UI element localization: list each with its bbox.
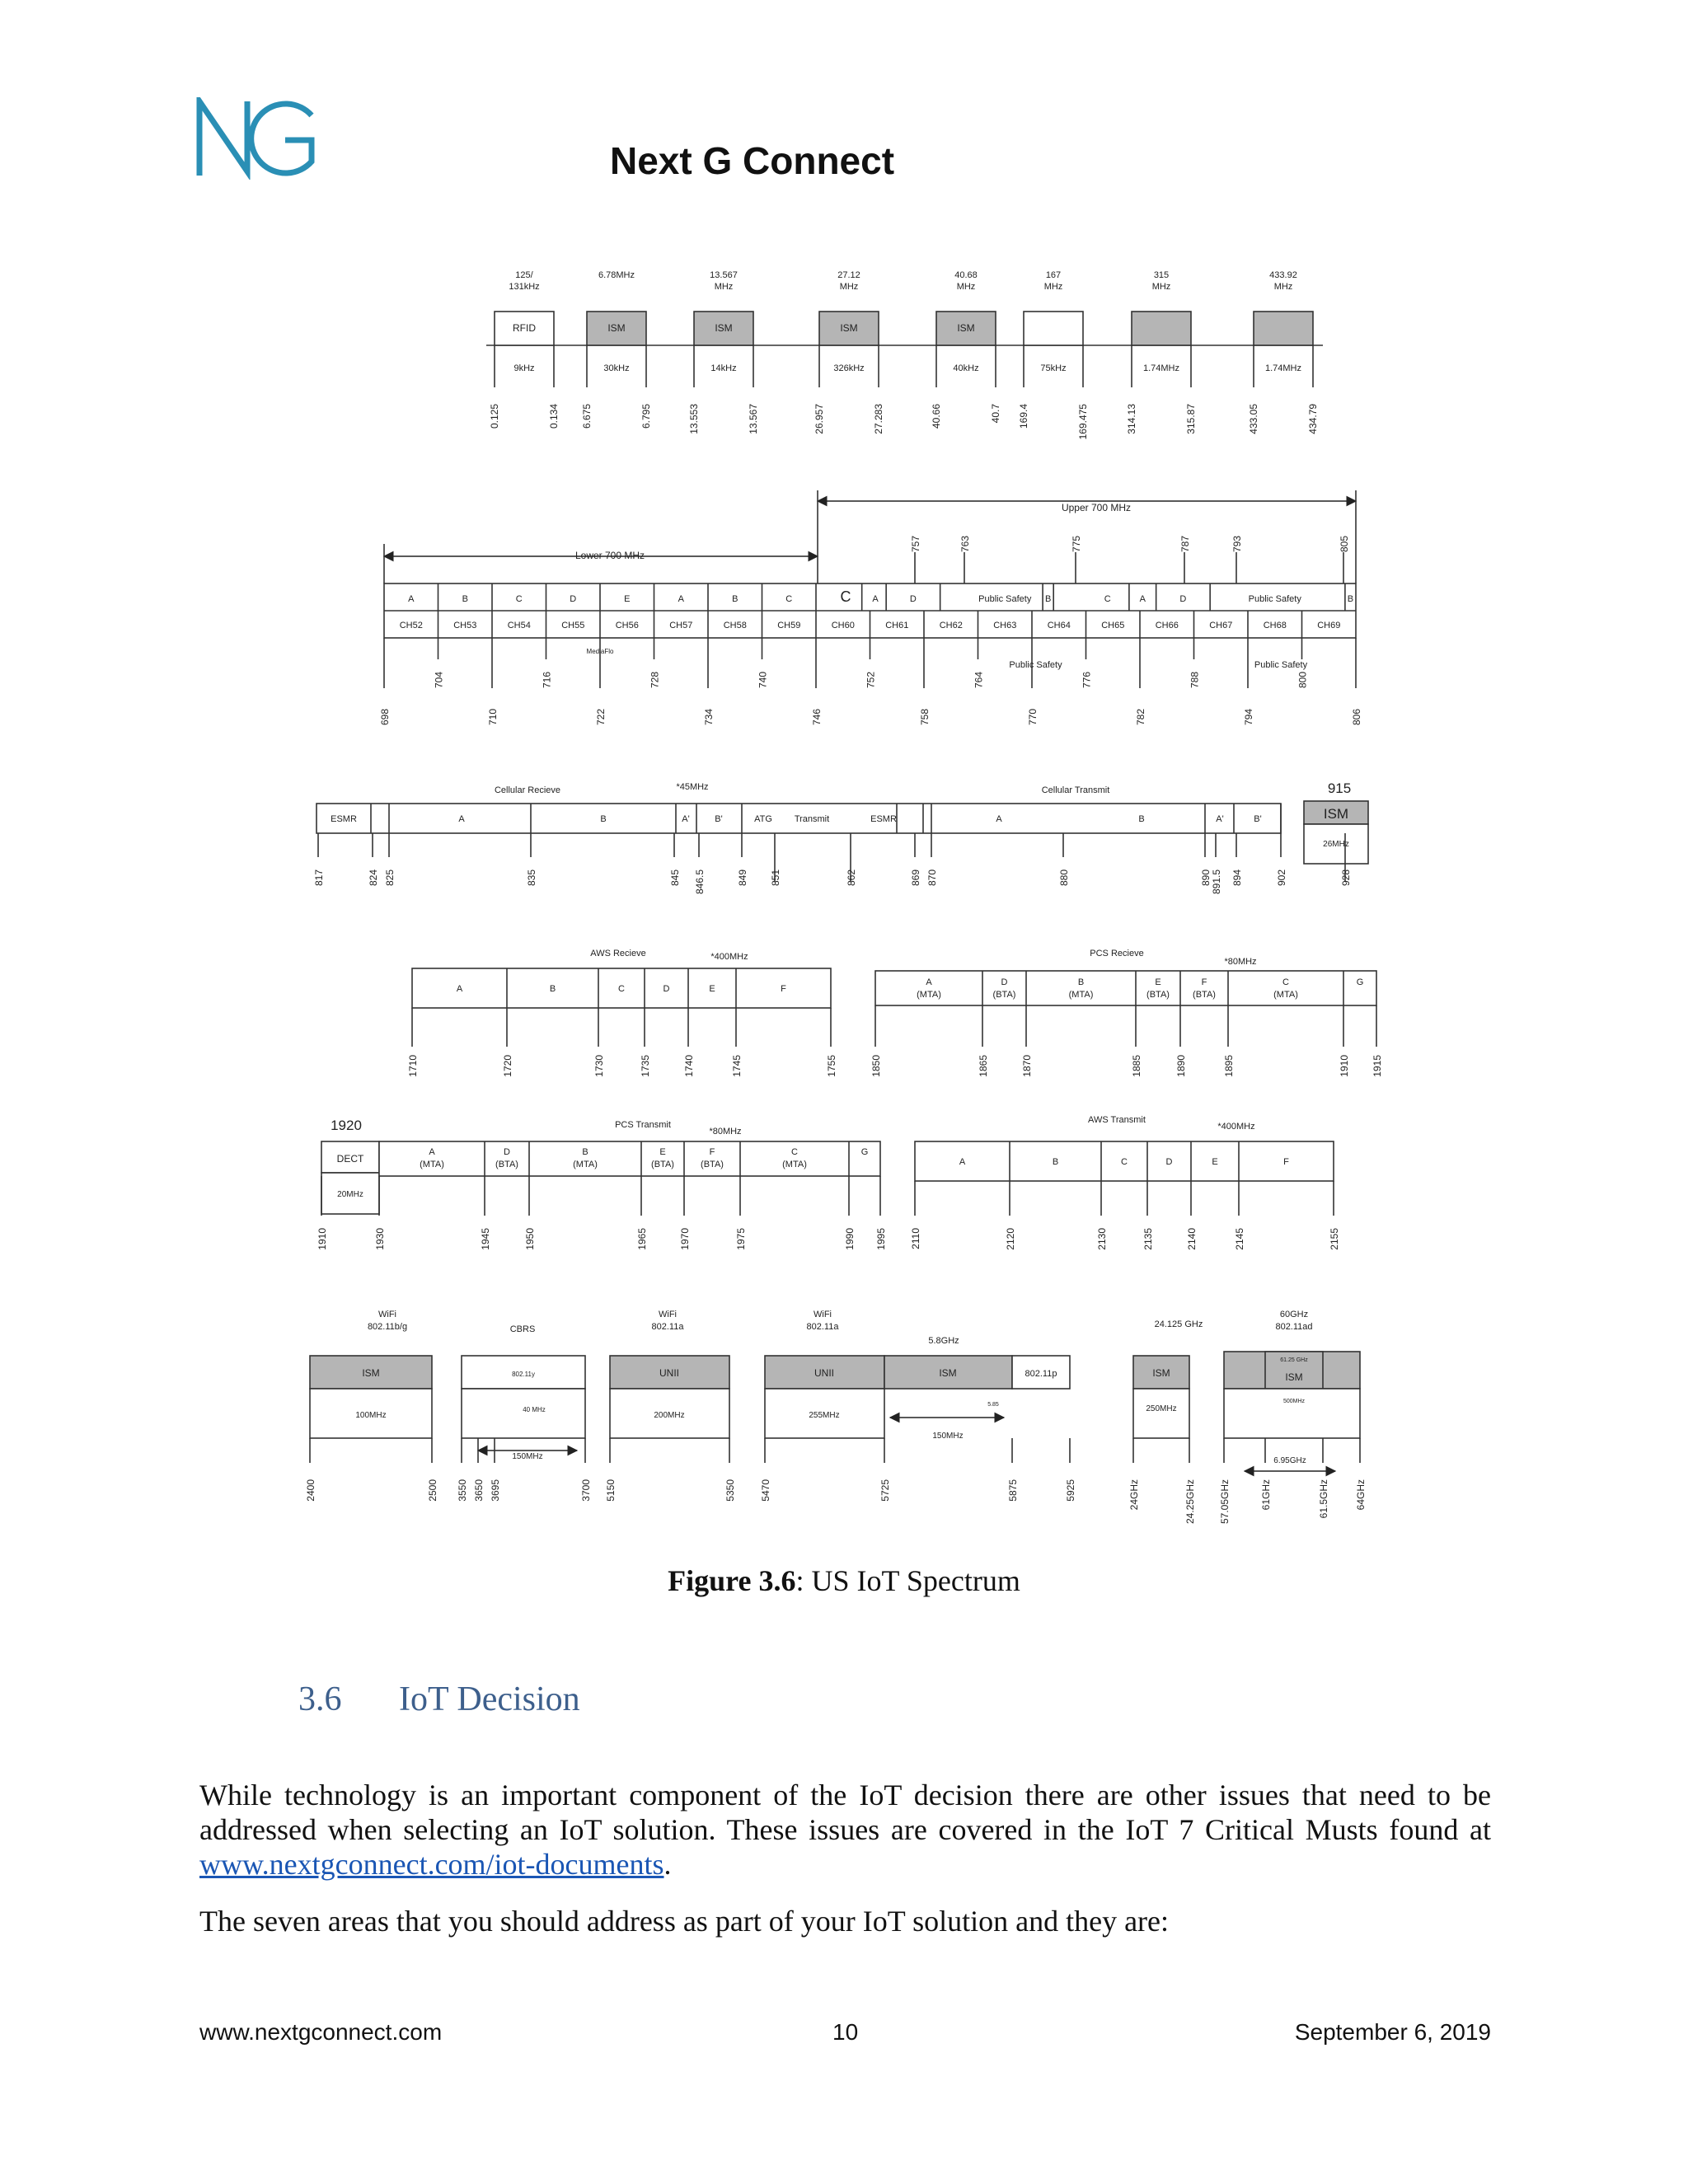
band2-tick-label: 776 [1081,672,1093,689]
band1-tick-label: 0.134 [548,404,560,429]
band1-width-label: 40kHz [953,363,979,373]
band6-tick-label: 24.25GHz [1184,1479,1196,1525]
band2-tick-label: 806 [1351,709,1362,726]
band2-tick-label: 800 [1296,672,1309,689]
band1-tick-label: 13.567 [748,404,759,434]
pcs-tx-tick-label: 1930 [374,1228,386,1250]
band1-width-label: 1.74MHz [1142,363,1180,373]
band1-box-label: RFID [513,322,536,334]
band3-tick-label: 928 [1340,869,1352,887]
band2-channel-label: CH59 [777,621,801,630]
band3-block-label: A [996,814,1002,824]
band6-tick-label: 3695 [490,1479,501,1502]
band2-channel-label: CH55 [561,621,585,630]
band1-freq-label: 433.92 MHz [1269,270,1297,292]
header-title: Next G Connect [610,139,895,182]
unii2-width: 255MHz [809,1411,840,1420]
cbrs-80211y: 802.11y [512,1371,535,1378]
pcs-rx-block-label: G [1356,977,1364,987]
band2-block-label: C [840,588,851,605]
band1-box [1132,312,1191,345]
band2-block-label: B [1044,594,1052,604]
band3-tick-label: 870 [926,869,938,887]
pcs-rx-block-label: F (BTA) [1193,977,1216,1000]
body-paragraph-1 [199,1778,1491,1882]
band2-block-label: D [570,594,577,604]
band6-tick-label: 3650 [473,1479,485,1502]
public-safety-label: Public Safety [1254,660,1308,670]
ghz60-ism-label: ISM [1285,1371,1303,1383]
pcs-transmit-label: PCS Transmit [615,1120,671,1130]
band2-tick-label: 746 [811,709,823,726]
band2-channel-label: CH54 [507,621,531,630]
pcs-tx-tick-label: 1945 [480,1228,491,1250]
aws-rx-tick-label: 1740 [683,1055,695,1077]
pcs-rx-tick-label: 1895 [1223,1055,1235,1077]
band1-freq-label: 13.567 MHz [710,270,738,292]
band1-freq-label: 167 MHz [1043,270,1063,292]
pcs-receive-delta: *80MHz [1224,957,1257,967]
band1-freq-label: 27.12 MHz [837,270,860,292]
aws-tx-tick-label: 2130 [1096,1228,1108,1250]
aws-rx-block-label: E [709,984,715,994]
wifi-bg-label: WiFi 802.11b/g [367,1310,408,1332]
aws-receive-label: AWS Recieve [590,949,646,958]
p80211p-label: 802.11p [1025,1369,1057,1379]
pcs-tx-tick-label: 1910 [316,1228,328,1250]
mediaflo-label: MediaFlo [586,648,614,655]
band3-tick-label: 824 [368,869,379,887]
ism-915-width: 26MHz [1323,840,1349,849]
band1-tick-label: 314.13 [1126,404,1137,434]
aws-tx-tick-label: 2110 [910,1228,921,1249]
pcs-tx-block-label: A (MTA) [420,1147,444,1169]
aws-rx-block-label: A [456,984,463,994]
band3-tick-label: 849 [737,869,748,887]
band6-tick-label: 5725 [879,1479,891,1502]
band6-tick-label: 61.5GHz [1318,1479,1329,1519]
pcs-rx-tick-label: 1885 [1131,1055,1142,1077]
band2-block-label: C [1104,594,1111,604]
pcs-rx-tick-label: 1870 [1021,1055,1033,1077]
band2-block-label: A [1139,594,1146,604]
band2-block-label: A [872,594,879,604]
aws-rx-tick-label: 1735 [640,1055,651,1077]
aws-rx-block-label: B [549,984,556,994]
pcs-tx-block-label: F (BTA) [701,1147,724,1169]
band6-tick-label: 24GHz [1128,1479,1140,1511]
band1-freq-label: 40.68 MHz [954,270,978,292]
pcs-rx-tick-label: 1915 [1372,1055,1383,1077]
band1-tick-label: 6.675 [581,404,593,429]
band6-tick-label: 3550 [457,1479,468,1502]
pcs-rx-block-label: D (BTA) [992,977,1016,1000]
band2-block-label: E [624,594,631,604]
band2-tick-label: 752 [865,672,877,689]
band1-box [1254,312,1313,345]
footer-page-number: 10 [832,2019,859,2045]
band1-box-label: ISM [715,322,733,334]
band2-channel-label: CH67 [1209,621,1233,630]
band2-tick-label: 722 [595,709,607,726]
band3-tick-label: 825 [384,869,396,887]
band2-channel-label: CH65 [1101,621,1125,630]
ism-915-freq: 915 [1327,780,1352,796]
aws-tx-tick-label: 2140 [1186,1228,1198,1250]
aws-tx-block-label: A [959,1157,966,1167]
cellular-receive-label: Cellular Recieve [494,785,561,795]
band2-block-label: C [515,594,523,604]
band1-box [1024,312,1083,345]
cellular-transmit-label: Cellular Transmit [1041,785,1110,795]
band3-tick-label: 890 [1200,869,1212,887]
band1-box-label: ISM [957,322,975,334]
pcs-rx-tick-label: 1890 [1175,1055,1187,1077]
ghz24-label: 24.125 GHz [1154,1319,1203,1329]
band2-tick-label: 740 [757,672,769,689]
band2-block-label: D [909,594,917,604]
band2-channel-label: CH69 [1317,621,1341,630]
figure-caption-text: : US IoT Spectrum [795,1564,1020,1597]
band6-tick-label: 2400 [305,1479,316,1502]
band2-channel-label: CH68 [1263,621,1287,630]
band1-tick-label: 13.553 [688,404,700,434]
band6-tick-label: 3700 [580,1479,592,1502]
band1-width-label: 14kHz [710,363,737,373]
band2-top-tick-label: 757 [910,536,921,553]
band1-tick-label: 169.4 [1018,404,1029,429]
upper-700-label: Upper 700 MHz [1061,502,1132,513]
pcs-rx-tick-label: 1865 [978,1055,989,1077]
band1-width-label: 75kHz [1040,363,1067,373]
aws-transmit-delta: *400MHz [1217,1122,1255,1132]
band2-block-label: A [678,594,684,604]
band2-channel-label: CH53 [453,621,477,630]
band3-block-label: A' [1216,814,1224,824]
pcs-rx-strip [875,971,1376,1005]
band2-block-label: B [732,594,738,604]
band2-top-tick-label: 805 [1339,536,1350,553]
ism58-label: ISM [939,1367,957,1379]
band3-tick-label: 894 [1231,869,1243,887]
ism-915-label: ISM [1323,806,1349,822]
band3-tick-label: 851 [770,869,781,887]
aws-rx-tick-label: 1720 [502,1055,513,1077]
band3-block-label: ESMR [331,814,357,824]
para1-end: . [663,1848,672,1881]
band1-width-label: 1.74MHz [1264,363,1302,373]
aws-tx-tick-label: 2135 [1142,1228,1154,1250]
pcs-tx-block-label: C (MTA) [782,1147,807,1169]
ghz58-label: 5.8GHz [928,1336,959,1346]
wifi-bg-width: 100MHz [355,1411,387,1420]
cbrs-label: CBRS [509,1324,536,1334]
wifi-a2-label: WiFi 802.11a [806,1310,839,1332]
band2-block-label: Public Safety [978,594,1032,604]
footer-url: www.nextgconnect.com [199,2019,443,2045]
aws-tx-block-label: F [1283,1157,1289,1167]
band1-tick-label: 315.87 [1185,404,1197,434]
pcs-tx-tick-label: 1965 [636,1228,648,1250]
band1-width-label: 30kHz [603,363,630,373]
band1-tick-label: 40.66 [931,404,942,429]
ghz60-inner-width: 500MHz [1282,1399,1306,1404]
band3-tick-label: 835 [526,869,537,887]
aws-rx-tick-label: 1730 [593,1055,605,1077]
band2-tick-label: 764 [973,672,985,689]
band2-tick-label: 704 [433,672,445,689]
pcs-tx-tick-label: 1990 [844,1228,856,1250]
ism24-label: ISM [1152,1367,1170,1379]
band3-tick-label: 862 [846,869,857,887]
band3-tick-label: 845 [669,869,681,887]
band2-channel-label: CH56 [615,621,639,630]
body-paragraph-2: The seven areas that you should address as part of your IoT solution and they are: [199,1905,1170,1938]
band1-tick-label: 434.79 [1307,404,1319,434]
band6-tick-label: 61GHz [1260,1479,1272,1511]
band2-block-label: C [785,594,793,604]
band1-box-label: ISM [607,322,626,334]
band3-tick-label: 891.5 [1211,869,1222,895]
ism24-width: 250MHz [1146,1404,1177,1413]
ghz60-lower-box [1224,1389,1360,1438]
section-heading [298,1680,580,1719]
band2-block-label: A [408,594,415,604]
band1-freq-label: 315 MHz [1151,270,1171,292]
band1-width-label: 326kHz [833,363,865,373]
aws-rx-block-label: F [781,984,786,994]
footer-date: September 6, 2019 [1294,2019,1491,2045]
band3-tick-label: 869 [910,869,921,887]
dect-freq: 1920 [331,1118,362,1133]
band2-tick-label: 734 [703,709,715,726]
band2-top-tick-label: 775 [1071,536,1082,553]
cbrs-inner-label: 40 MHz [523,1406,546,1413]
band1-tick-label: 26.957 [814,404,825,434]
section-title: IoT Decision [399,1680,580,1718]
band2-tick-label: 794 [1243,709,1254,726]
band1-tick-label: 40.7 [990,404,1001,424]
band6-tick-label: 57.05GHz [1219,1479,1231,1525]
pcs-tx-tick-label: 1950 [524,1228,536,1250]
band2-tick-label: 788 [1189,672,1201,689]
public-safety-label: Public Safety [1009,660,1062,670]
band1-box-label: ISM [840,322,858,334]
pcs-tx-tick-label: 1970 [679,1228,691,1250]
band3-tick-label: 902 [1276,869,1287,887]
band2-channel-label: CH64 [1047,621,1071,630]
band2-tick-label: 728 [649,672,661,689]
pcs-tx-tick-label: 1995 [875,1228,887,1250]
band2-tick-label: 710 [487,709,499,726]
cellular-delta-label: *45MHz [676,782,709,792]
pcs-tx-tick-label: 1975 [735,1228,747,1250]
band6-tick-label: 5875 [1007,1479,1019,1502]
pcs-rx-block-label: A (MTA) [917,977,941,1000]
aws-rx-block-label: C [618,984,625,994]
ghz60-inner-top: 61.25 GHz [1280,1357,1308,1363]
ghz60-span: 6.95GHz [1273,1456,1306,1465]
pcs-tx-block-label: D (BTA) [495,1147,518,1169]
band2-top-tick-label: 793 [1231,536,1243,553]
wifi-a1-label: WiFi 802.11a [651,1310,684,1332]
band2-channel-label: CH66 [1155,621,1179,630]
band1-width-label: 9kHz [513,363,535,373]
band2-block-label: B [1347,594,1354,604]
aws-receive-delta: *400MHz [710,952,748,962]
figure-caption-label: Figure 3.6 [668,1564,796,1597]
pcs-tx-block-label: G [860,1147,869,1157]
aws-tx-block-label: E [1212,1157,1218,1167]
band1-tick-label: 27.283 [873,404,884,434]
ghz58-span: 150MHz [932,1432,964,1441]
aws-rx-tick-label: 1745 [731,1055,743,1077]
iot-documents-link[interactable]: www.nextgconnect.com/iot-documents [199,1848,664,1881]
dect-width: 20MHz [337,1190,363,1199]
section-number: 3.6 [298,1680,342,1718]
band1-freq-label: 6.78MHz [598,270,635,280]
band2-channel-label: CH58 [723,621,747,630]
aws-tx-tick-label: 2145 [1234,1228,1245,1250]
small58-label: 5.85 [987,1402,999,1408]
ghz60-label: 60GHz 802.11ad [1275,1310,1313,1332]
band2-channel-label: CH60 [831,621,855,630]
band2-channel-label: CH61 [885,621,909,630]
aws-tx-tick-label: 2155 [1329,1228,1340,1250]
ism24-width-box [1133,1389,1189,1438]
wifi-bg-ism-label: ISM [362,1367,380,1379]
aws-tx-tick-label: 2120 [1005,1228,1016,1250]
band3-block-label: ESMR [870,814,897,824]
aws-rx-tick-label: 1710 [407,1055,419,1077]
band2-channel-label: CH57 [669,621,693,630]
band3-tick-label: 846.5 [694,869,706,895]
band2-block-label: B [462,594,468,604]
band2-tick-label: 782 [1135,709,1146,726]
para1-text: While technology is an important component of the IoT decision there are other issues that need to be addressed when selecting an IoT solution. These issues are covered in the IoT 7 Critical Musts found at [199,1779,1491,1846]
band6-tick-label: 5350 [724,1479,736,1502]
band6-tick-label: 5925 [1065,1479,1076,1502]
band3-block-label: B [600,814,607,824]
band2-channel-label: CH52 [399,621,423,630]
band3-block-label: A' [682,814,690,824]
aws-tx-block-label: C [1121,1157,1128,1167]
pcs-tx-block-label: B (MTA) [573,1147,598,1169]
band3-tick-label: 880 [1058,869,1070,887]
aws-rx-tick-label: 1755 [826,1055,837,1077]
pcs-rx-block-label: E (BTA) [1146,977,1170,1000]
band6-tick-label: 64GHz [1355,1479,1367,1511]
band1-tick-label: 433.05 [1248,404,1259,434]
band2-tick-label: 758 [919,709,931,726]
band2-block-label: D [1179,594,1187,604]
aws-tx-block-label: D [1165,1157,1173,1167]
unii1-label: UNII [659,1367,679,1379]
band3-block-label: B [1138,814,1145,824]
unii1-width: 200MHz [654,1411,685,1420]
band3-block-label: B' [1254,814,1262,824]
band1-tick-label: 169.475 [1077,404,1089,440]
band3-block-label: Transmit [794,814,830,824]
aws-transmit-label: AWS Transmit [1088,1115,1146,1125]
band2-channel-label: CH62 [939,621,963,630]
band6-tick-label: 2500 [427,1479,438,1502]
band2-top-tick-label: 763 [959,536,971,553]
band2-channel-label: CH63 [993,621,1017,630]
lower-700-label: Lower 700 MHz [574,550,645,561]
band3-block-label: B' [715,814,723,824]
aws-rx-block-label: D [663,984,670,994]
band2-block-label: Public Safety [1248,594,1301,604]
pcs-receive-label: PCS Recieve [1090,949,1144,958]
pcs-rx-block-label: C (MTA) [1273,977,1298,1000]
figure-caption [0,1563,1688,1598]
unii2-label: UNII [814,1367,834,1379]
dect-label: DECT [336,1153,364,1165]
pcs-transmit-delta: *80MHz [709,1127,742,1137]
band2-top-tick-label: 787 [1179,536,1191,553]
pcs-rx-tick-label: 1850 [870,1055,882,1077]
pcs-tx-strip [379,1141,880,1176]
band2-tick-label: 716 [541,672,553,689]
band1-tick-label: 0.125 [489,404,500,429]
band3-block-label: ATG [754,814,772,824]
band2-tick-label: 770 [1027,709,1039,726]
band2-tick-label: 698 [379,709,391,726]
cbrs-span: 150MHz [512,1452,543,1461]
pcs-rx-tick-label: 1910 [1339,1055,1350,1077]
band6-tick-label: 5470 [760,1479,771,1502]
aws-tx-block-label: B [1052,1157,1059,1167]
band3-tick-label: 817 [313,869,325,887]
band1-freq-label: 125/ 131kHz [509,270,540,292]
pcs-rx-block-label: B (MTA) [1068,977,1094,1000]
cbrs-lower-box [462,1389,585,1438]
pcs-tx-block-label: E (BTA) [651,1147,674,1169]
band3-block-label: A [458,814,465,824]
band6-tick-label: 5150 [605,1479,617,1502]
band1-tick-label: 6.795 [640,404,652,429]
